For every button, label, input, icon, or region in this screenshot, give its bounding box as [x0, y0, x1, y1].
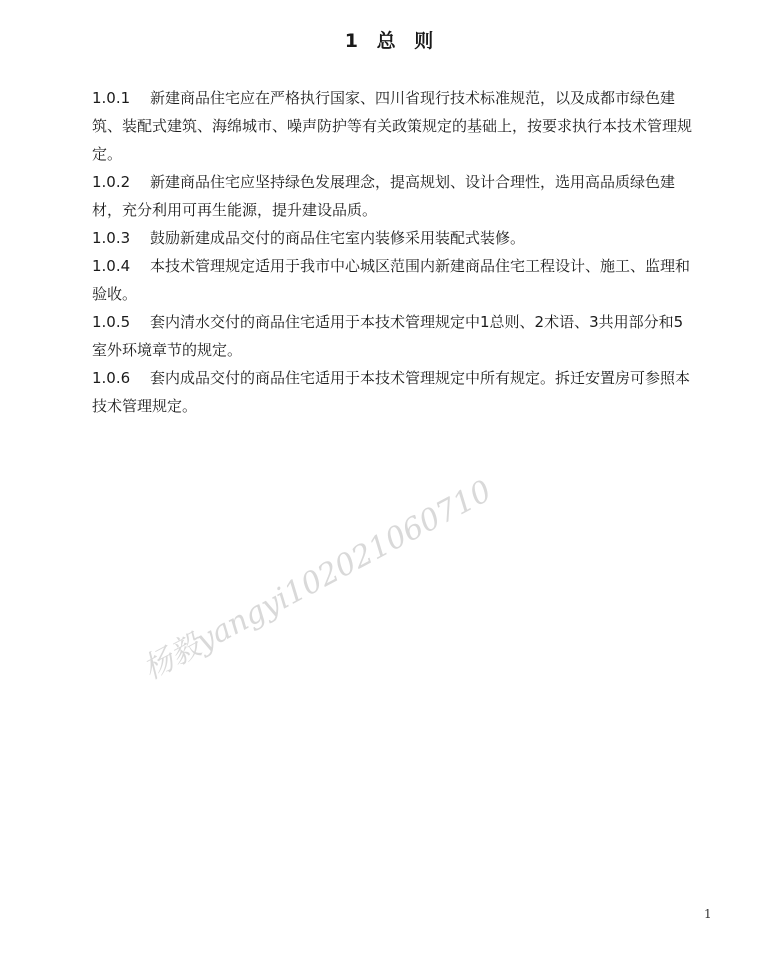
clause-item — [92, 308, 692, 364]
clause-list — [92, 84, 692, 420]
clause-number: 1.0.5 — [92, 313, 131, 331]
clause-number: 1.0.6 — [92, 369, 131, 387]
clause-number: 1.0.1 — [92, 89, 131, 107]
clause-text: 套内成品交付的商品住宅适用于本技术管理规定中所有规定。拆迁安置房可参照本技术管理规定。 — [92, 369, 691, 415]
watermark-text: 杨毅yangyi102021060710 — [137, 473, 498, 688]
clause-number: 1.0.2 — [92, 173, 131, 191]
clause-number: 1.0.4 — [92, 257, 131, 275]
clause-text: 新建商品住宅应在严格执行国家、四川省现行技术标准规范，以及成都市绿色建筑、装配式建筑、海绵城市、噪声防护等有关政策规定的基础上，按要求执行本技术管理规定。 — [92, 89, 693, 163]
clause-text: 新建商品住宅应坚持绿色发展理念，提高规划、设计合理性，选用高品质绿色建材，充分利用可再生能源，提升建设品质。 — [92, 173, 676, 219]
clause-item — [92, 84, 692, 168]
clause-item — [92, 252, 692, 308]
page-number: 1 — [704, 907, 712, 921]
clause-item — [92, 224, 692, 252]
clause-item — [92, 364, 692, 420]
clause-item — [92, 168, 692, 224]
clause-number: 1.0.3 — [92, 229, 131, 247]
clause-text: 本技术管理规定适用于我市中心城区范围内新建商品住宅工程设计、施工、监理和验收。 — [92, 257, 691, 303]
clause-text: 套内清水交付的商品住宅适用于本技术管理规定中1总则、2术语、3共用部分和5室外环境章节的规定。 — [92, 313, 684, 359]
watermark — [130, 470, 550, 700]
section-heading: 1 总 则 — [344, 30, 440, 52]
clause-text: 鼓励新建成品交付的商品住宅室内装修采用装配式装修。 — [150, 229, 526, 247]
